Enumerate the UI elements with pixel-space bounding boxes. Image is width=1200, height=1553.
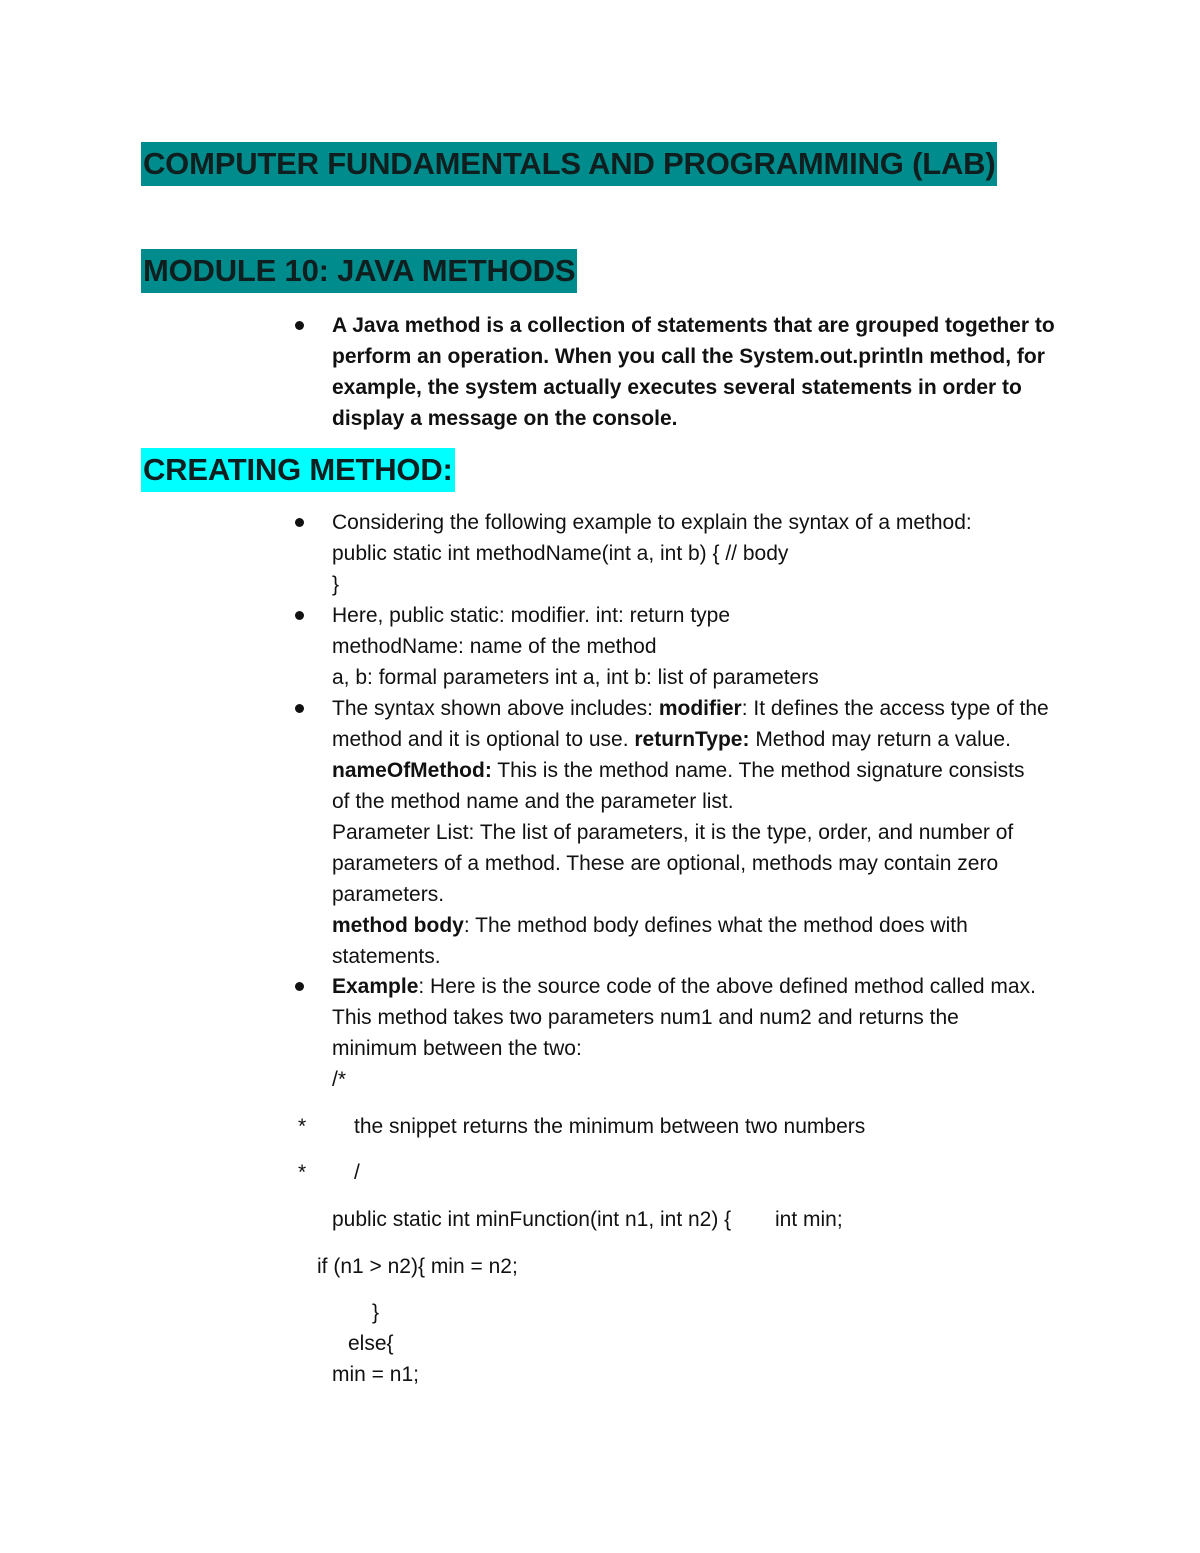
code-comment-star: * (298, 1161, 307, 1184)
section-heading: CREATING METHOD: (141, 448, 455, 492)
code-if-statement: if (n1 > n2){ min = n2; (317, 1255, 518, 1278)
text-line: /* (332, 1068, 347, 1091)
text-line: minimum between the two: (332, 1037, 582, 1060)
intro-bullet (332, 310, 1072, 434)
module-heading: MODULE 10: JAVA METHODS (141, 249, 577, 293)
text-line: method body: The method body defines what the method does with (332, 914, 968, 937)
text-line: The syntax shown above includes: modifier: It defines the access type of the (332, 697, 1049, 720)
text-line: statements. (332, 945, 441, 968)
bullet-example (332, 971, 1072, 1095)
code-comment-text: the snippet returns the minimum between two numbers (354, 1115, 866, 1138)
code-assign: min = n1; (332, 1363, 419, 1386)
text-line: method and it is optional to use. returnType: Method may return a value. (332, 728, 1011, 751)
code-declaration: int min; (775, 1208, 843, 1231)
text-line: Example: Here is the source code of the above defined method called max. (332, 975, 1036, 998)
bullet-dot-icon (295, 518, 304, 527)
text-line: display a message on the console. (332, 407, 678, 430)
code-else: else{ (348, 1332, 394, 1355)
text-line: nameOfMethod: This is the method name. The method signature consists (332, 759, 1025, 782)
text-line: public static int methodName(int a, int b) { // body (332, 542, 789, 565)
text-line: of the method name and the parameter list. (332, 790, 734, 813)
bullet-dot-icon (295, 611, 304, 620)
text-line: } (332, 573, 340, 596)
code-close-brace: } (372, 1301, 380, 1324)
text-line: This method takes two parameters num1 and num2 and returns the (332, 1006, 959, 1029)
text-line: Parameter List: The list of parameters, it is the type, order, and number of (332, 821, 1014, 844)
bullet-dot-icon (295, 321, 304, 330)
code-comment-slash: / (354, 1161, 360, 1184)
bullet-syntax-example (332, 507, 1072, 600)
text-line: parameters. (332, 883, 445, 906)
text-line: a, b: formal parameters int a, int b: list of parameters (332, 666, 819, 689)
bullet-syntax-parts (332, 693, 1072, 972)
text-line: Here, public static: modifier. int: return type (332, 604, 731, 627)
code-comment-star: * (298, 1115, 307, 1138)
document-title: COMPUTER FUNDAMENTALS AND PROGRAMMING (LAB) (141, 142, 997, 186)
text-line: example, the system actually executes several statements in order to (332, 376, 1022, 399)
bullet-dot-icon (295, 704, 304, 713)
text-line: methodName: name of the method (332, 635, 657, 658)
text-line: A Java method is a collection of statements that are grouped together to (332, 314, 1055, 337)
bullet-dot-icon (295, 982, 304, 991)
bullet-explanation (332, 600, 1072, 693)
text-line: parameters of a method. These are optional, methods may contain zero (332, 852, 999, 875)
code-signature: public static int minFunction(int n1, int n2) { (332, 1208, 732, 1231)
text-line: Considering the following example to explain the syntax of a method: (332, 511, 972, 534)
text-line: perform an operation. When you call the System.out.println method, for (332, 345, 1045, 368)
